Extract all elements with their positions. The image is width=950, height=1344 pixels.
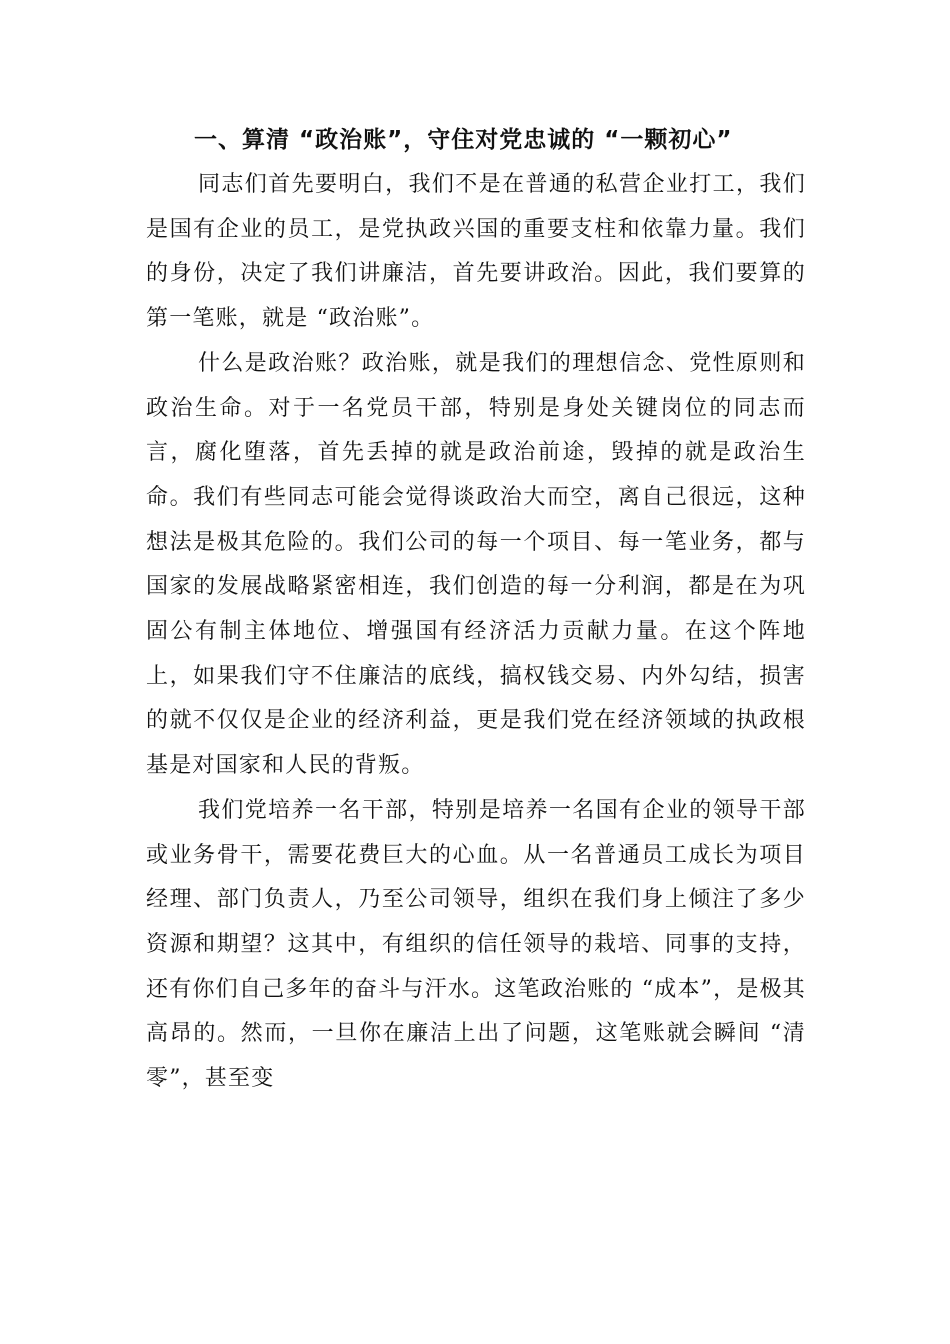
paragraph-1: 同志们首先要明白，我们不是在普通的私营企业打工，我们是国有企业的员工，是党执政兴国的重要支柱和依靠力量。我们的身份，决定了我们讲廉洁，首先要讲政治。因此，我们要算的第一笔账，就是 “政治账”。 [146,172,806,332]
document-body [146,120,806,1102]
paragraph-2: 什么是政治账？政治账，就是我们的理想信念、党性原则和政治生命。对于一名党员干部，特别是身处关键岗位的同志而言，腐化堕落，首先丢掉的就是政治前途，毁掉的就是政治生命。我们有些同志可能会觉得谈政治大而空，离自己很远，这种想法是极其危险的。我们公司的每一个项目、每一笔业务，都与国家的发展战略紧密相连，我们创造的每一分利润，都是在为巩固公有制主体地位、增强国有经济活力贡献力量。在这个阵地上，如果我们守不住廉洁的底线，搞权钱交易、内外勾结，损害的就不仅仅是企业的经济利益，更是我们党在经济领域的执政根基是对国家和人民的背叛。 [146,350,806,779]
section-heading: 一、算清 “政治账”，守住对党忠诚的 “一颗初心” [194,127,733,153]
paragraph-3: 我们党培养一名干部，特别是培养一名国有企业的领导干部或业务骨干，需要花费巨大的心血。从一名普通员工成长为项目经理、部门负责人，乃至公司领导，组织在我们身上倾注了多少资源和期望？这其中，有组织的信任领导的栽培、同事的支持，还有你们自己多年的奋斗与汗水。这笔政治账的 “成本”，是极其高昂的。然而，一旦你在廉洁上出了问题，这笔账就会瞬间 “清零”，甚至变 [146,797,806,1092]
